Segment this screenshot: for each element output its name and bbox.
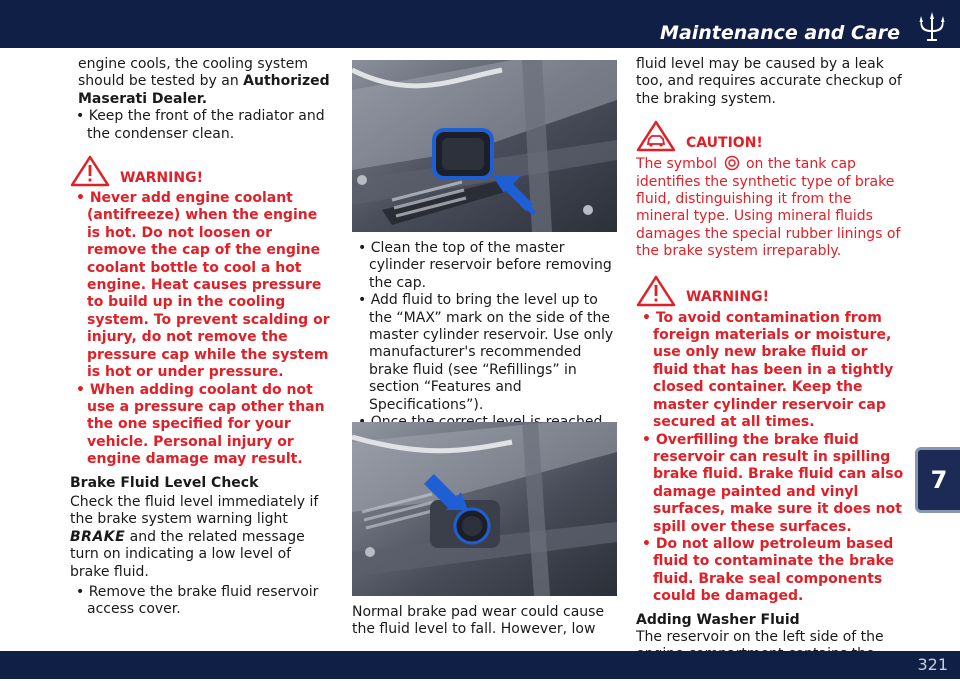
warning-item: • Never add engine coolant (antifreeze) when the engine is hot. Do not loosen or remove the cap of the engine coolant bottle to cool a hot engine. Heat causes pressure to build up in the cooling system. To prevent scalding or injury, do not remove the pressure cap while the system is hot or under pressure. (76, 190, 330, 381)
text: should be tested by an (78, 73, 244, 90)
warning-triangle-icon (636, 275, 676, 307)
paragraph: fluid level may be caused by a leak too, and requires accurate checkup of the braking system. (636, 56, 902, 107)
paragraph (70, 494, 332, 581)
subheading: Brake Fluid Level Check (70, 474, 259, 491)
maserati-trident-logo-icon (914, 9, 950, 45)
dealer-name: Authorized Maserati Dealer. (78, 73, 330, 107)
synthetic-brake-fluid-symbol-icon (722, 155, 742, 171)
page-header (0, 0, 960, 48)
paragraph: Normal brake pad wear could cause the fluid level to fall. However, low (352, 604, 605, 638)
column-middle-bottom (352, 604, 620, 639)
engine-photo-reservoir-cap (352, 422, 617, 596)
list-item: • Keep the front of the radiator and the condenser clean. (76, 108, 325, 142)
warning-triangle-icon (70, 155, 110, 187)
list-item: • Clean the top of the master cylinder reservoir before removing the cap. (358, 240, 612, 291)
chapter-number: 7 (930, 466, 948, 494)
warning-item: • Overfilling the brake fluid reservoir can result in spilling brake fluid. Brake fluid can also damage painted and vinyl surfaces, make sure it does not spill over these surfaces. (642, 431, 904, 535)
text: Check the fluid level immediately if the brake system warning light (70, 493, 319, 528)
text: and the related message turn on indicating a low level of brake fluid. (70, 528, 305, 580)
caution-label: CAUTION! (686, 134, 763, 151)
chapter-tab[interactable] (915, 447, 960, 513)
paragraph: The reservoir on the left side of the (636, 628, 884, 645)
column-left (70, 56, 332, 619)
warning-heading (636, 275, 904, 307)
column-right (636, 56, 904, 681)
page-number: 321 (917, 655, 948, 674)
warning-label: WARNING! (120, 169, 203, 186)
engine-photo-reservoir-cover (352, 60, 617, 232)
warning-label: WARNING! (686, 289, 769, 306)
warning-item: • When adding coolant do not use a pressure cap other than the one specified for your vehicle. Personal injury or engine damage may result. (76, 381, 325, 468)
paragraph (70, 56, 332, 108)
text: The symbol (636, 156, 718, 173)
subheading: Adding Washer Fluid (636, 611, 800, 628)
caution-heading (636, 120, 904, 152)
page-footer (0, 651, 960, 679)
list-item: • Remove the brake fluid reservoir access cover. (76, 583, 319, 618)
caution-text (636, 155, 904, 260)
warning-item: • Do not allow petroleum based fluid to contaminate the brake fluid. Brake seal components could be damaged. (642, 535, 894, 605)
text: on the tank cap identifies the synthetic type of brake fluid, distinguishing it from the mineral type. Using mineral fluids damages the special rubber linings of the brake system irreparably. (636, 156, 901, 260)
warning-item: • To avoid contamination from foreign materials or moisture, use only new brake fluid or fluid that has been in a tightly closed container. Keep the master cylinder reservoir cap secured at all times. (642, 309, 894, 431)
section-title: Maintenance and Care (660, 22, 900, 44)
column-middle (352, 240, 620, 449)
list-item: • Add fluid to bring the level up to the “MAX” mark on the side of the master cylinder reservoir. Use only manufacturer's recommended brake fluid (see “Refillings” in section “Features and Specifications”). (358, 292, 614, 413)
caution-car-triangle-icon (636, 120, 676, 152)
warning-heading (70, 155, 332, 187)
text: engine cools, the cooling system (78, 56, 308, 72)
brake-warning-light-icon: BRAKE (70, 528, 126, 545)
